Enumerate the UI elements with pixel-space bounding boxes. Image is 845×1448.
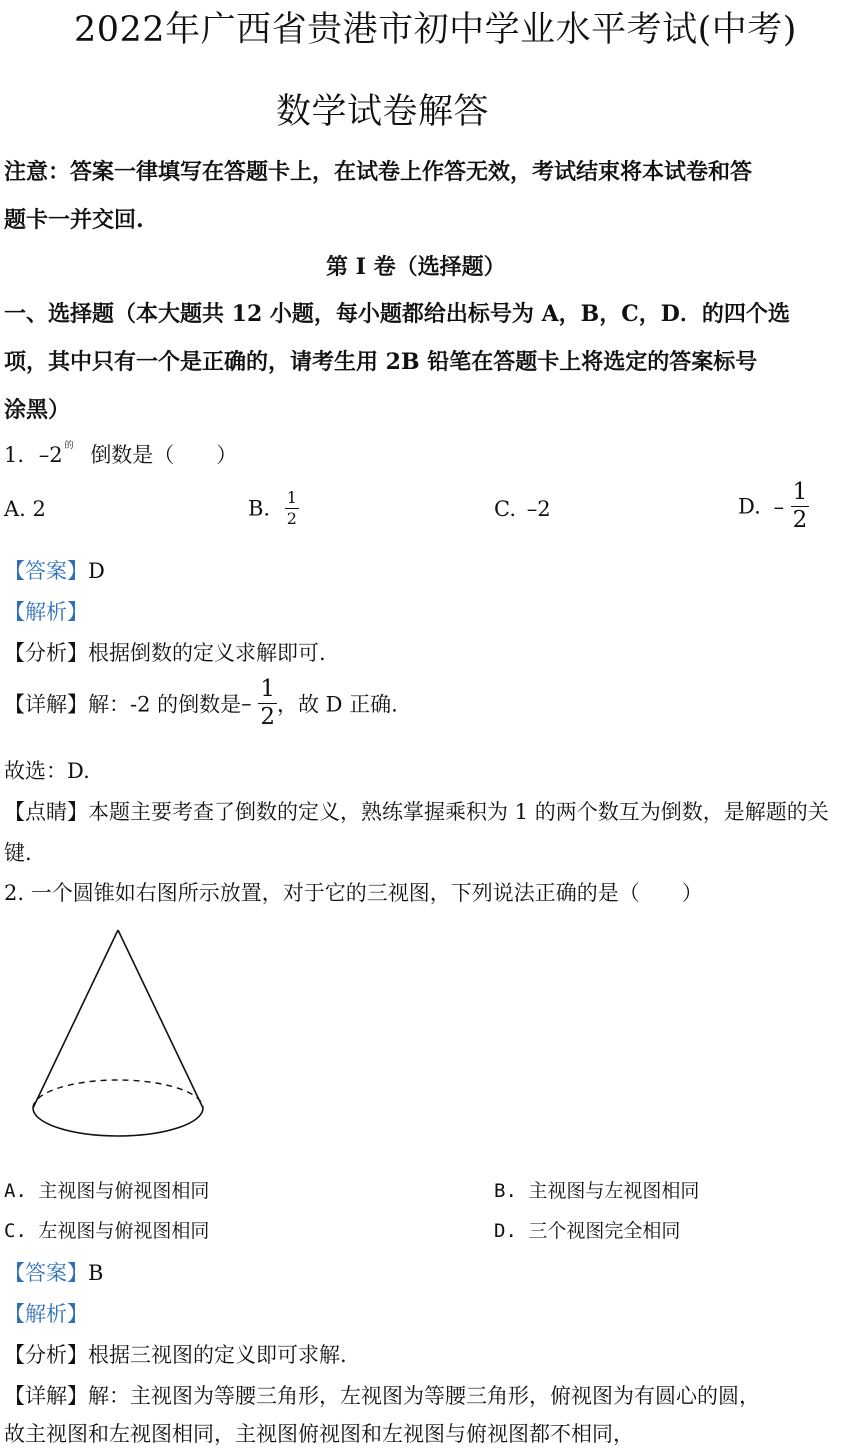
q1-option-c-value: –2 bbox=[526, 497, 551, 521]
q1-analysis-tag: 【解析】 bbox=[4, 600, 88, 624]
q1-option-b-label: B. bbox=[248, 496, 271, 521]
q2-answer-value: B bbox=[88, 1261, 104, 1285]
cone-right-edge bbox=[118, 930, 203, 1108]
q1-xiangjie-fraction: $\frac{1}{2}$ bbox=[260, 676, 275, 730]
q1-answer-value: D bbox=[88, 559, 105, 583]
section-heading-line2: 项，其中只有一个是正确的，请考生用 2B 铅笔在答题卡上将选定的答案标号 bbox=[4, 349, 758, 375]
page-title-line2: 数学试卷解答 bbox=[276, 92, 490, 132]
q2-answer-tag: 【答案】 bbox=[4, 1261, 88, 1285]
q1-guxuan: 故选：D. bbox=[4, 759, 90, 783]
q1-option-c-label: C. bbox=[494, 497, 516, 521]
q2-option-b: B. 主视图与左视图相同 bbox=[494, 1180, 700, 1202]
q2-answer bbox=[4, 1257, 103, 1287]
q1-option-a-value: 2 bbox=[32, 497, 46, 521]
q1-option-d-fraction: $\frac{1}{2}$ bbox=[792, 479, 808, 533]
q1-dianjing-line1: 【点睛】本题主要考查了倒数的定义，熟练掌握乘积为 1 的两个数互为倒数，是解题的关 bbox=[4, 800, 829, 824]
q1-expression-superscript: 的 bbox=[64, 441, 74, 451]
q1-dianjing-line2: 键. bbox=[4, 841, 32, 865]
notice-line2: 题卡一并交回. bbox=[4, 207, 144, 233]
q1-xiangjie-prefix: 【详解】解：-2 的倒数是 bbox=[4, 692, 242, 717]
q1-option-a-label: A. bbox=[4, 497, 26, 521]
page-title-line1: 2022年广西省贵港市初中学业水平考试(中考) bbox=[74, 10, 797, 50]
q2-option-d: D. 三个视图完全相同 bbox=[494, 1220, 681, 1242]
q1-stem-text: 倒数是（ ） bbox=[90, 443, 238, 467]
q1-number: 1. bbox=[4, 443, 25, 467]
part-title: 第 I 卷（选择题） bbox=[326, 254, 506, 280]
q2-stem: 2. 一个圆锥如右图所示放置，对于它的三视图，下列说法正确的是（ ） bbox=[4, 881, 703, 905]
q1-expression: –2 bbox=[38, 443, 63, 467]
cone-base-hidden-arc bbox=[33, 1080, 203, 1108]
cone-left-edge bbox=[33, 930, 118, 1108]
q1-fenxi: 【分析】根据倒数的定义求解即可. bbox=[4, 641, 326, 665]
q2-analysis-tag: 【解析】 bbox=[4, 1302, 88, 1326]
q2-option-a: A. 主视图与俯视图相同 bbox=[4, 1180, 210, 1202]
q2-xiangjie-line2: 故主视图和左视图相同，主视图俯视图和左视图与俯视图都不相同， bbox=[4, 1422, 634, 1446]
q1-xiangjie-sign: – bbox=[241, 691, 252, 716]
cone-base-front-arc bbox=[33, 1108, 203, 1136]
q1-xiangjie-suffix: ，故 D 正确. bbox=[276, 692, 398, 717]
section-heading-line1: 一、选择题（本大题共 12 小题，每小题都给出标号为 A，B，C，D．的四个选 bbox=[4, 301, 790, 327]
q2-xiangjie-line1: 【详解】解：主视图为等腰三角形，左视图为等腰三角形，俯视图为有圆心的圆， bbox=[4, 1384, 760, 1408]
q1-option-d-sign: – bbox=[773, 494, 784, 519]
q1-option-d-label: D. bbox=[738, 494, 761, 519]
q2-option-c: C. 左视图与俯视图相同 bbox=[4, 1220, 210, 1242]
notice-line1: 注意：答案一律填写在答题卡上，在试卷上作答无效，考试结束将本试卷和答 bbox=[4, 159, 753, 185]
q1-answer-tag: 【答案】 bbox=[4, 559, 88, 583]
q1-option-b-fraction: $\frac{1}{2}$ bbox=[286, 488, 297, 528]
section-heading-line3: 涂黑） bbox=[4, 397, 71, 423]
q2-fenxi: 【分析】根据三视图的定义即可求解. bbox=[4, 1343, 347, 1367]
